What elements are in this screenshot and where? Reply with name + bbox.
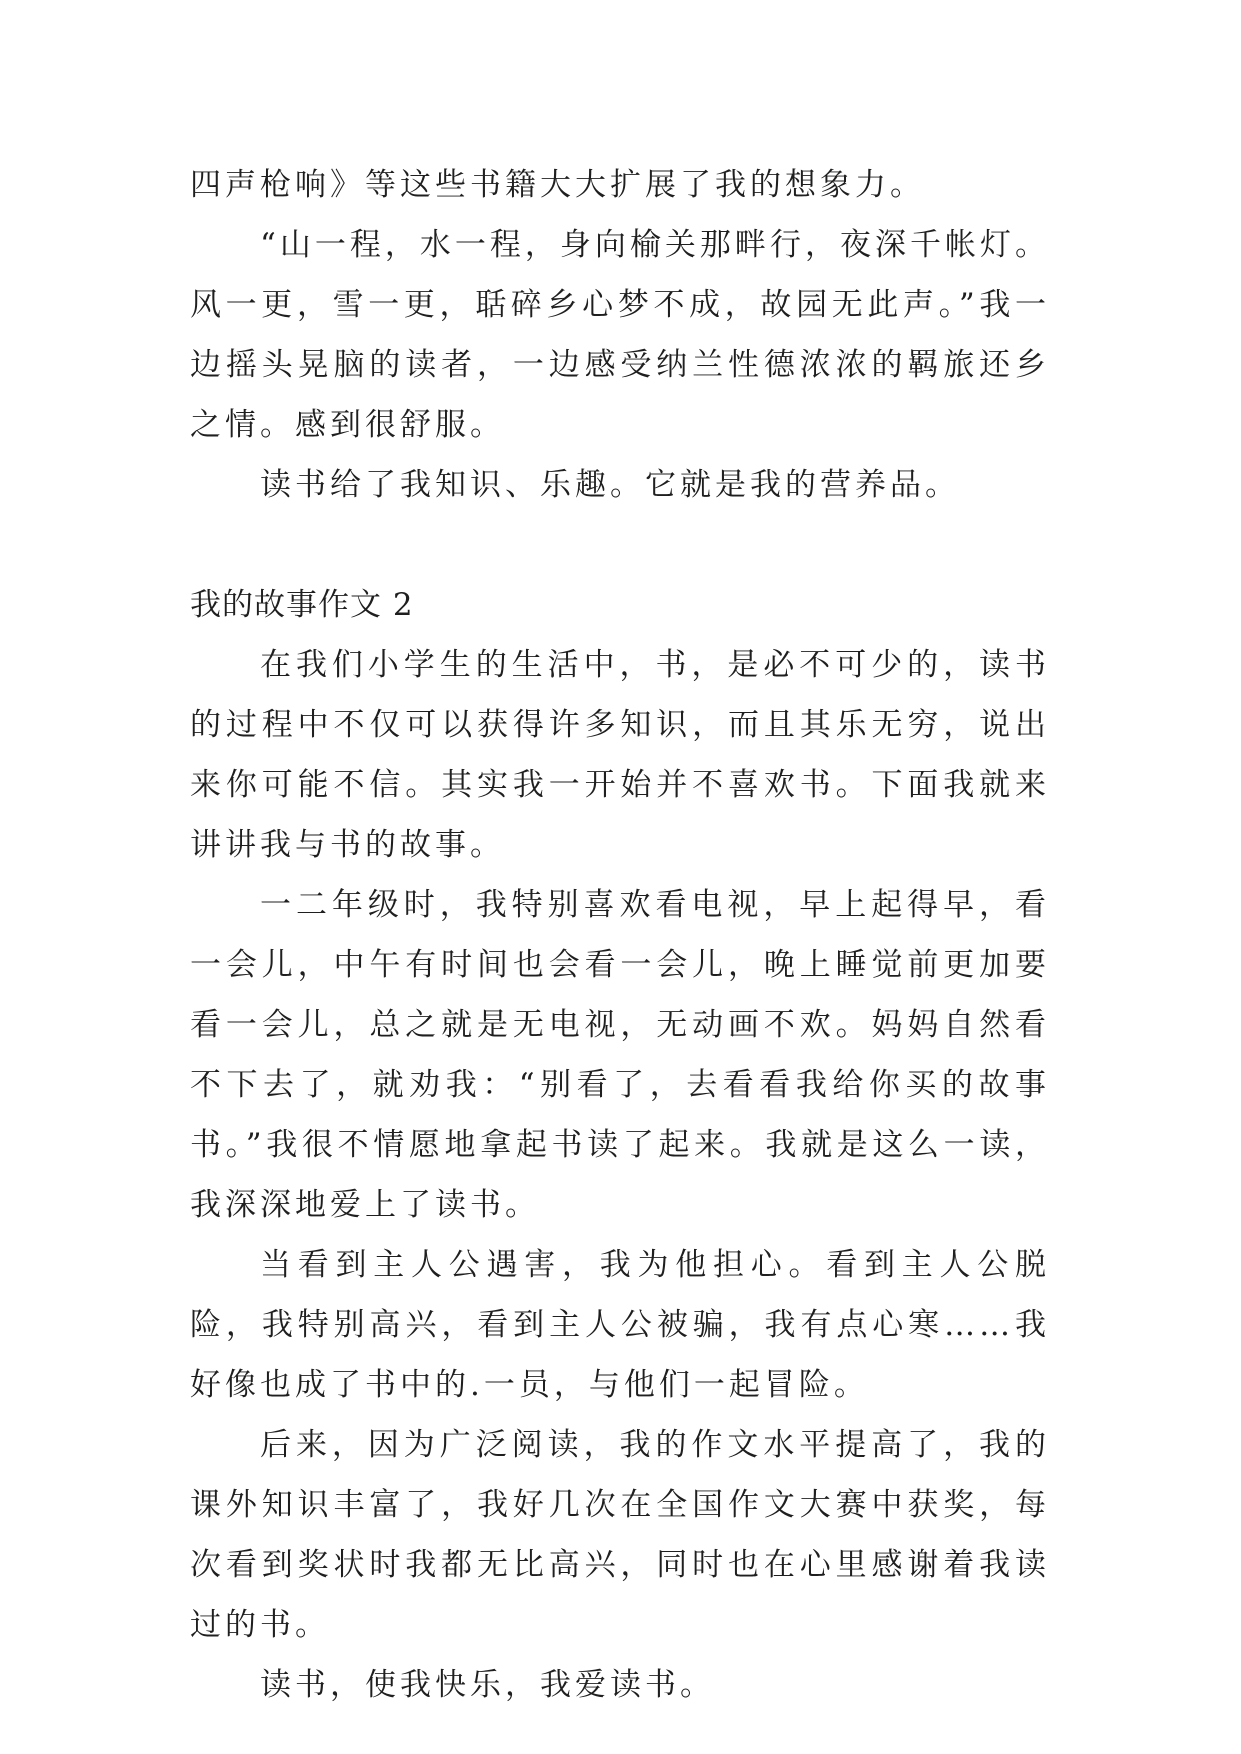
section-gap bbox=[190, 515, 1050, 575]
paragraph: 后来，因为广泛阅读，我的作文水平提高了，我的课外知识丰富了，我好几次在全国作文大赛中获奖，每次看到奖状时我都无比高兴，同时也在心里感谢着我读过的书。 bbox=[190, 1427, 1050, 1643]
document-body bbox=[190, 155, 1050, 1715]
paragraph: 当看到主人公遇害，我为他担心。看到主人公脱险，我特别高兴，看到主人公被骗，我有点心寒……我好像也成了书中的.一员，与他们一起冒险。 bbox=[190, 1247, 1050, 1403]
paragraph: 读书给了我知识、乐趣。它就是我的营养品。 bbox=[260, 467, 960, 503]
paragraph: 一二年级时，我特别喜欢看电视，早上起得早，看一会儿，中午有时间也会看一会儿，晚上睡觉前更加要看一会儿，总之就是无电视，无动画不欢。妈妈自然看不下去了，就劝我：“别看了，去看看我给你买的故事书。”我很不情愿地拿起书读了起来。我就是这么一读，我深深地爱上了读书。 bbox=[190, 887, 1050, 1223]
paragraph: “山一程，水一程，身向榆关那畔行，夜深千帐灯。风一更，雪一更，聒碎乡心梦不成，故园无此声。”我一边摇头晃脑的读者，一边感受纳兰性德浓浓的羁旅还乡之情。感到很舒服。 bbox=[190, 227, 1050, 443]
section-heading: 我的故事作文 2 bbox=[190, 587, 414, 623]
paragraph: 在我们小学生的生活中，书，是必不可少的，读书的过程中不仅可以获得许多知识，而且其乐无穷，说出来你可能不信。其实我一开始并不喜欢书。下面我就来讲讲我与书的故事。 bbox=[190, 647, 1050, 863]
paragraph: 读书，使我快乐，我爱读书。 bbox=[260, 1667, 715, 1703]
paragraph: 四声枪响》等这些书籍大大扩展了我的想象力。 bbox=[190, 167, 925, 203]
